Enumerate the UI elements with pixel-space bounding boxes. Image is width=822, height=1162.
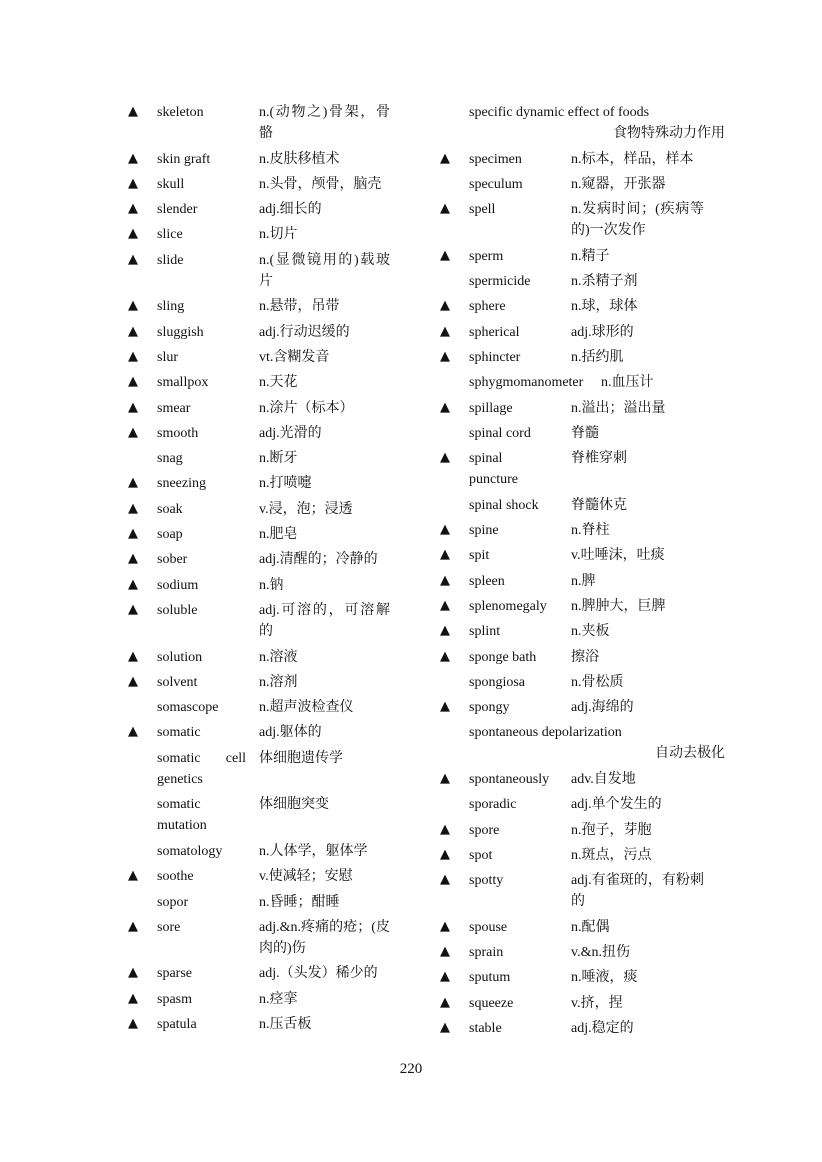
filled-triangle-icon: ▲ [128,576,138,592]
entry-definition: v.&n.扭伤 [571,945,630,961]
entry-definition: n.球，球体 [571,299,638,315]
filled-triangle-icon: ▲ [440,150,450,166]
page-number: 220 [399,1061,423,1077]
dictionary-entry [128,645,400,670]
entry-word: skeleton [157,105,204,120]
filled-triangle-icon: ▲ [128,868,138,884]
dictionary-entry [128,320,400,345]
entry-definition: n.配偶 [571,919,610,935]
entry-word: spell [469,202,496,218]
entry-word: solvent [157,674,198,690]
filled-triangle-icon: ▲ [440,944,450,960]
filled-triangle-icon: ▲ [440,648,450,664]
filled-triangle-icon: ▲ [128,551,138,567]
entry-word: stable [469,1020,502,1036]
filled-triangle-icon: ▲ [128,399,138,415]
entry-word: spotty [469,873,504,889]
entry-definition: n.脊柱 [571,523,610,539]
filled-triangle-icon: ▲ [440,771,450,787]
entry-word: sphere [469,299,506,315]
entry-definition: n.脾 [571,573,596,589]
entry-definition: n.括约肌 [571,349,624,365]
entry-definition: 自动去极化 [655,746,725,762]
entry-definition: 脊髓休克 [571,497,627,513]
entry-word: sprain [469,945,504,961]
entry-definition: 食物特殊动力作用 [613,126,725,141]
filled-triangle-icon: ▲ [128,601,138,617]
dictionary-entry [128,720,400,745]
dictionary-entry [440,370,725,395]
filled-triangle-icon: ▲ [128,424,138,440]
entry-definition: 擦浴 [571,649,599,665]
entry-definition: n.(显微镜用的)载玻片 [259,252,390,289]
entry-definition: v.吐唾沫，吐痰 [571,548,665,564]
dictionary-entry [440,543,725,568]
filled-triangle-icon: ▲ [128,374,138,390]
entry-word: splint [469,624,501,640]
entry-definition: n.唾液，痰 [571,970,638,986]
filled-triangle-icon: ▲ [440,969,450,985]
filled-triangle-icon: ▲ [440,846,450,862]
filled-triangle-icon: ▲ [440,623,450,639]
entry-word: spit [469,548,490,564]
entry-word: spasm [157,991,192,1007]
entry-word: spermicide [469,274,531,290]
dictionary-entry [440,670,725,695]
entry-word: slur [157,349,178,365]
filled-triangle-icon: ▲ [440,872,450,888]
filled-triangle-icon: ▲ [440,522,450,538]
right-column [440,100,725,1041]
filled-triangle-icon: ▲ [440,821,450,837]
entry-word: slide [157,252,184,268]
dictionary-entry [128,792,400,839]
filled-triangle-icon: ▲ [440,547,450,563]
entry-definition: adj.球形的 [571,324,634,340]
entry-word: sluggish [157,324,204,340]
entry-definition: n.杀精子剂 [571,274,638,290]
dictionary-entry [440,446,725,493]
entry-word: sodium [157,577,199,593]
dictionary-entry [128,497,400,522]
filled-triangle-icon: ▲ [128,104,138,119]
entry-definition: n.血压计 [601,375,654,391]
entry-definition: n.溢出；溢出量 [571,400,666,416]
entry-word: spouse [469,919,508,935]
entry-word: somatic mutation [157,797,207,834]
dictionary-entry [440,915,725,940]
dictionary-entry [440,269,725,294]
entry-word: somatic [157,725,201,741]
entry-definition: n.发病时间；(疾病等的)一次发作 [571,202,704,239]
dictionary-entry [440,991,725,1016]
entry-definition: n.涂片（标本） [259,400,354,416]
entry-word: spinal shock [469,497,539,513]
filled-triangle-icon: ▲ [128,990,138,1006]
dictionary-entry [440,594,725,619]
filled-triangle-icon: ▲ [128,965,138,981]
entry-definition: adj.有雀斑的，有粉刺的 [571,873,704,910]
entry-definition: 体细胞遗传学 [259,750,343,766]
dictionary-entry [128,573,400,598]
filled-triangle-icon: ▲ [128,201,138,217]
entry-word: spleen [469,573,505,589]
entry-definition: n.夹板 [571,624,610,640]
filled-triangle-icon: ▲ [440,247,450,263]
dictionary-entry [440,345,725,370]
dictionary-entry [128,421,400,446]
filled-triangle-icon: ▲ [128,226,138,242]
entry-definition: n.切片 [259,227,298,243]
entry-definition: adv.自发地 [571,772,636,788]
entry-word: soak [157,501,183,517]
filled-triangle-icon: ▲ [128,323,138,339]
entry-word: sporadic [469,797,517,813]
entry-word: sphincter [469,349,521,365]
entry-definition: n.天花 [259,375,298,391]
dictionary-entry [128,915,400,962]
dictionary-entry [128,172,400,197]
entry-word: slice [157,227,183,243]
dictionary-entry [440,320,725,345]
entry-word: specific dynamic effect of foods [469,105,650,120]
entry-definition: adj.躯体的 [259,725,322,741]
dictionary-entry [128,864,400,889]
left-column [128,100,400,1037]
dictionary-entry [440,244,725,269]
entry-definition: n.皮肤移植术 [259,151,340,167]
dictionary-entry [128,1012,400,1037]
entry-word: soothe [157,869,194,885]
dictionary-entry [440,767,725,792]
dictionary-entry [440,1016,725,1041]
dictionary-entry [128,471,400,496]
entry-definition: v.使减轻；安慰 [259,869,353,885]
dictionary-entry [128,522,400,547]
entry-word: sore [157,919,181,935]
entry-definition: n.头骨，颅骨，脑壳 [259,176,382,192]
filled-triangle-icon: ▲ [128,526,138,542]
entry-definition: v.挤，捏 [571,995,623,1011]
entry-definition: adj.海绵的 [571,700,634,716]
dictionary-entry [440,720,725,767]
entry-word: spongy [469,700,510,716]
entry-definition: 脊髓 [571,425,599,441]
filled-triangle-icon: ▲ [128,673,138,689]
entry-word: spontaneously [469,772,550,788]
dictionary-entry [128,670,400,695]
dictionary-entry [128,197,400,222]
dictionary-entry [440,619,725,644]
entry-word: spore [469,822,500,838]
entry-definition: adj.（头发）稀少的 [259,966,378,982]
filled-triangle-icon: ▲ [440,348,450,364]
filled-triangle-icon: ▲ [128,475,138,491]
filled-triangle-icon: ▲ [440,572,450,588]
entry-definition: n.溶剂 [259,674,298,690]
dictionary-entry [128,598,400,645]
entry-word: spherical [469,324,520,340]
entry-word: sponge bath [469,649,537,665]
dictionary-entry [440,695,725,720]
filled-triangle-icon: ▲ [128,918,138,934]
entry-definition: 脊椎穿刺 [571,451,627,467]
dictionary-entry [128,248,400,295]
entry-word: spontaneous depolarization [469,725,622,741]
filled-triangle-icon: ▲ [128,150,138,166]
entry-definition: n.昏睡；酣睡 [259,894,340,910]
filled-triangle-icon: ▲ [440,450,450,466]
entry-definition: n.骨松质 [571,674,624,690]
dictionary-entry [128,345,400,370]
entry-word: speculum [469,176,523,192]
entry-word: skin graft [157,151,211,167]
entry-definition: n.痉挛 [259,991,298,1007]
dictionary-entry [128,147,400,172]
dictionary-entry [440,868,725,915]
entry-definition: n.断牙 [259,451,298,467]
entry-definition: n.打喷嚏 [259,476,312,492]
dictionary-entry [128,890,400,915]
entry-word: sperm [469,248,504,264]
dictionary-entry [128,746,400,793]
filled-triangle-icon: ▲ [440,399,450,415]
entry-word: sling [157,299,185,315]
dictionary-entry [128,370,400,395]
entry-definition: adj.可溶的，可溶解的 [259,602,390,639]
dictionary-entry [440,100,725,147]
filled-triangle-icon: ▲ [440,298,450,314]
dictionary-entry [128,695,400,720]
dictionary-entry [440,965,725,990]
entry-definition: n.精子 [571,248,610,264]
entry-word: sopor [157,894,189,910]
entry-definition: adj.稳定的 [571,1020,634,1036]
filled-triangle-icon: ▲ [440,323,450,339]
entry-word: spatula [157,1016,197,1032]
entry-word: snag [157,451,183,467]
dictionary-entry [440,843,725,868]
filled-triangle-icon: ▲ [128,298,138,314]
dictionary-entry [440,172,725,197]
entry-definition: n.超声波检查仪 [259,700,354,716]
filled-triangle-icon: ▲ [440,201,450,217]
filled-triangle-icon: ▲ [128,648,138,664]
filled-triangle-icon: ▲ [440,918,450,934]
dictionary-entry [440,792,725,817]
dictionary-entry [128,961,400,986]
entry-definition: n.孢子，芽胞 [571,822,652,838]
entry-definition: adj.清醒的；冷静的 [259,552,378,568]
entry-word: splenomegaly [469,598,547,614]
entry-definition: n.悬带，吊带 [259,299,340,315]
filled-triangle-icon: ▲ [440,699,450,715]
entry-word: spine [469,523,499,539]
entry-word: soap [157,527,183,543]
entry-definition: n.斑点，污点 [571,847,652,863]
dictionary-entry [440,294,725,319]
entry-definition: n.肥皂 [259,527,298,543]
entry-word: spinal puncture [469,451,518,488]
dictionary-entry [440,940,725,965]
filled-triangle-icon: ▲ [128,251,138,267]
dictionary-entry [440,421,725,446]
filled-triangle-icon: ▲ [128,500,138,516]
entry-word: somatic cell genetics [157,750,246,787]
entry-word: spillage [469,400,513,416]
entry-word: spongiosa [469,674,525,690]
entry-word: specimen [469,151,522,167]
dictionary-entry [128,100,400,147]
dictionary-entry [440,396,725,421]
entry-definition: v.浸，泡；浸透 [259,501,353,517]
entry-word: sputum [469,970,511,986]
filled-triangle-icon: ▲ [440,994,450,1010]
dictionary-entry [440,818,725,843]
dictionary-entry [128,446,400,471]
dictionary-entry [128,396,400,421]
entry-word: smallpox [157,375,209,391]
filled-triangle-icon: ▲ [128,1015,138,1031]
entry-word: somatology [157,843,223,859]
entry-word: spinal cord [469,425,531,441]
entry-word: smooth [157,425,199,441]
dictionary-entry [128,987,400,1012]
dictionary-entry [128,222,400,247]
entry-definition: n.溶液 [259,649,298,665]
dictionary-entry [128,839,400,864]
entry-definition: 体细胞突变 [259,797,329,813]
filled-triangle-icon: ▲ [440,1019,450,1035]
dictionary-entry [128,547,400,572]
entry-definition: n.钠 [259,577,284,593]
dictionary-entry [440,147,725,172]
entry-word: slender [157,202,198,218]
filled-triangle-icon: ▲ [128,175,138,191]
dictionary-entry [128,294,400,319]
entry-definition: n.标本，样品，样本 [571,151,694,167]
entry-word: sneezing [157,476,206,492]
entry-word: sphygmomanometer [469,375,584,391]
entry-word: smear [157,400,191,416]
entry-definition: adj.细长的 [259,202,322,218]
entry-definition: vt.含糊发音 [259,349,330,365]
entry-definition: adj.行动迟缓的 [259,324,350,340]
entry-word: soluble [157,602,198,618]
dictionary-entry [440,645,725,670]
dictionary-entry [440,569,725,594]
filled-triangle-icon: ▲ [128,724,138,740]
entry-word: spot [469,847,493,863]
entry-definition: adj.光滑的 [259,425,322,441]
entry-definition: n.压舌板 [259,1016,312,1032]
filled-triangle-icon: ▲ [440,597,450,613]
dictionary-entry [440,518,725,543]
entry-word: sparse [157,966,192,982]
entry-word: sober [157,552,188,568]
entry-definition: n.窥器，开张器 [571,176,666,192]
dictionary-entry [440,493,725,518]
entry-definition: n.(动物之)骨架，骨骼 [259,105,390,141]
entry-word: solution [157,649,203,665]
entry-definition: adj.&n.疼痛的疮；(皮肉的)伤 [259,919,390,956]
filled-triangle-icon: ▲ [128,348,138,364]
entry-definition: n.脾肿大，巨脾 [571,598,666,614]
entry-word: somascope [157,700,219,716]
entry-word: skull [157,176,185,192]
entry-definition: n.人体学，躯体学 [259,843,368,859]
entry-word: squeeze [469,995,514,1011]
dictionary-entry [440,197,725,244]
entry-definition: adj.单个发生的 [571,797,662,813]
